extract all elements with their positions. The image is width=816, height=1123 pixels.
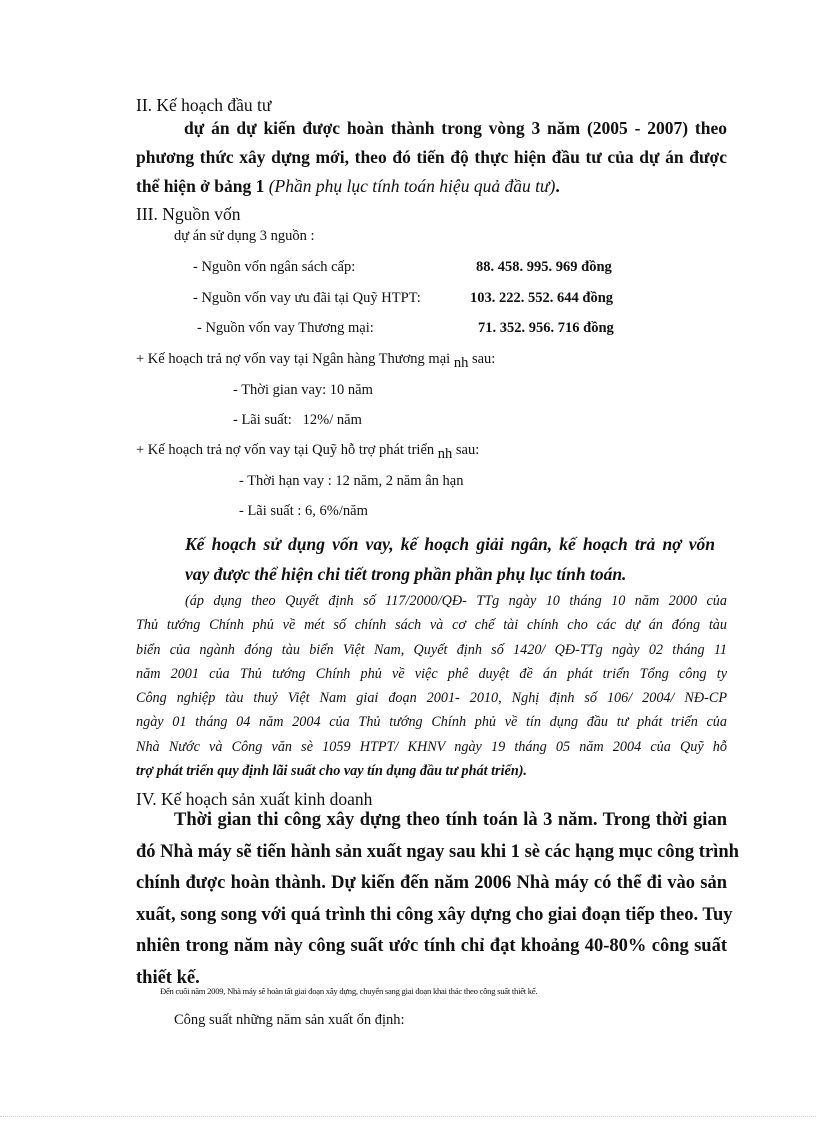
section-2-heading: II. Kế hoạch đầu tư <box>136 95 272 115</box>
stable-capacity-heading: Công suất những năm sản xuất ổn định: <box>174 1012 405 1028</box>
source-label-3: - Nguồn vốn vay Thương mại: <box>197 320 374 336</box>
section-2-last-line <box>136 172 560 201</box>
plan-nh: nh <box>437 446 453 462</box>
completion-note: Đến cuối năm 2009, Nhà máy sẽ hoàn tất giai đoạn xây dựng, chuyển sang giai đoạn khai thác theo công suất thiết kế. <box>160 986 538 996</box>
paragraph-line: xuất, song song với quá trình thi công xây dựng cho giai đoạn tiếp theo. Tuy <box>136 904 733 925</box>
loan-plan-emphasis <box>185 529 715 589</box>
paragraph-line: thiết kế. <box>136 967 200 988</box>
source-label-2: - Nguồn vốn vay ưu đãi tại Quỹ HTPT: <box>193 290 421 306</box>
paragraph-text: thể hiện ở bảng 1 <box>136 176 269 196</box>
note-line: Nhà Nước và Công văn sè 1059 HTPT/ KHNV ngày 19 tháng 05 năm 2004 của Quỹ hỗ <box>136 738 727 755</box>
section-4-heading: IV. Kế hoạch sản xuất kinh doanh <box>136 789 373 809</box>
paragraph-line: Thời gian thi công xây dựng theo tính toán là 3 năm. Trong thời gian <box>174 810 727 830</box>
note-line: ngày 01 tháng 04 năm 2004 của Thủ tướng Chính phủ về tín dụng đầu tư phát triển của <box>136 714 727 731</box>
note-line: trợ phát triển quy định lãi suất cho vay tín dụng đầu tư phát triển). <box>136 763 527 780</box>
note-line: biển của ngành đóng tàu biển Việt Nam, Quyết định số 1420/ QĐ-TTg ngày 02 tháng 11 <box>136 641 727 658</box>
note-line: (áp dụng theo Quyết định số 117/2000/QĐ- TTg ngày 10 tháng 10 năm 2000 của <box>185 593 727 609</box>
interest-rate-fund: - Lãi suất : 6, 6%/năm <box>239 503 368 519</box>
funding-intro: dự án sử dụng 3 nguồn : <box>174 228 315 244</box>
note-line: Thủ tướng Chính phủ về mét số chính sách và cơ chế tài chính cho các dự án đóng tàu <box>136 617 727 634</box>
section-2-paragraph <box>136 114 727 172</box>
emphasis-line: vay được thể hiện chi tiết trong phần phần phụ lục tính toán. <box>185 564 627 584</box>
plan-text: + Kế hoạch trả nợ vốn vay tại Ngân hàng Thương mại <box>136 351 451 367</box>
paragraph-line: nhiên trong năm này công suất ước tính chỉ đạt khoảng 40-80% công suất <box>136 936 727 956</box>
note-line: Công nghiệp tàu thuỷ Việt Nam giai đoạn 2001- 2010, Nghị định số 106/ 2004/ NĐ-CP <box>136 690 727 707</box>
section-4-paragraph <box>136 805 739 994</box>
repayment-plan-commercial <box>136 351 496 371</box>
page-bottom-divider <box>0 1116 816 1117</box>
paragraph-line: chính được hoàn thành. Dự kiến đến năm 2006 Nhà máy có thể đi vào sản <box>136 873 727 893</box>
source-amount-1: 88. 458. 995. 969 đồng <box>476 259 612 275</box>
repayment-plan-fund <box>136 442 480 462</box>
source-amount-2: 103. 222. 552. 644 đồng <box>470 290 614 306</box>
source-label-1: - Nguồn vốn ngân sách cấp: <box>193 259 356 275</box>
paragraph-line: đó Nhà máy sẽ tiến hành sản xuất ngay sau khi 1 sè các hạng mục công trình <box>136 841 739 862</box>
loan-term-commercial: - Thời gian vay: 10 năm <box>233 382 373 398</box>
plan-after: sau: <box>471 351 496 367</box>
paragraph-line: phương thức xây dựng mới, theo đó tiến độ thực hiện đầu tư của dự án được <box>136 147 727 167</box>
source-amount-3: 71. 352. 956. 716 đồng <box>478 320 614 336</box>
section-3-heading: III. Nguồn vốn <box>136 204 241 224</box>
appendix-reference: (Phần phụ lục tính toán hiệu quả đầu tư) <box>268 176 556 196</box>
paragraph-text: . <box>555 176 560 196</box>
loan-term-fund: - Thời hạn vay : 12 năm, 2 năm ân hạn <box>239 473 464 489</box>
emphasis-line: Kế hoạch sử dụng vốn vay, kế hoạch giải ngân, kế hoạch trả nợ vốn <box>185 534 715 554</box>
plan-after: sau: <box>455 442 480 458</box>
note-line: năm 2001 của Thủ tướng Chính phủ về việc phê duyệt đề án phát triển Tổng công ty <box>136 665 727 682</box>
plan-text: + Kế hoạch trả nợ vốn vay tại Quỹ hỗ trợ phát triển <box>136 442 435 458</box>
legal-basis-note <box>136 589 727 783</box>
plan-nh: nh <box>453 355 469 371</box>
paragraph-line: dự án dự kiến được hoàn thành trong vòng 3 năm (2005 - 2007) theo <box>184 118 727 138</box>
interest-rate-commercial: - Lãi suất: 12%/ năm <box>233 412 362 428</box>
